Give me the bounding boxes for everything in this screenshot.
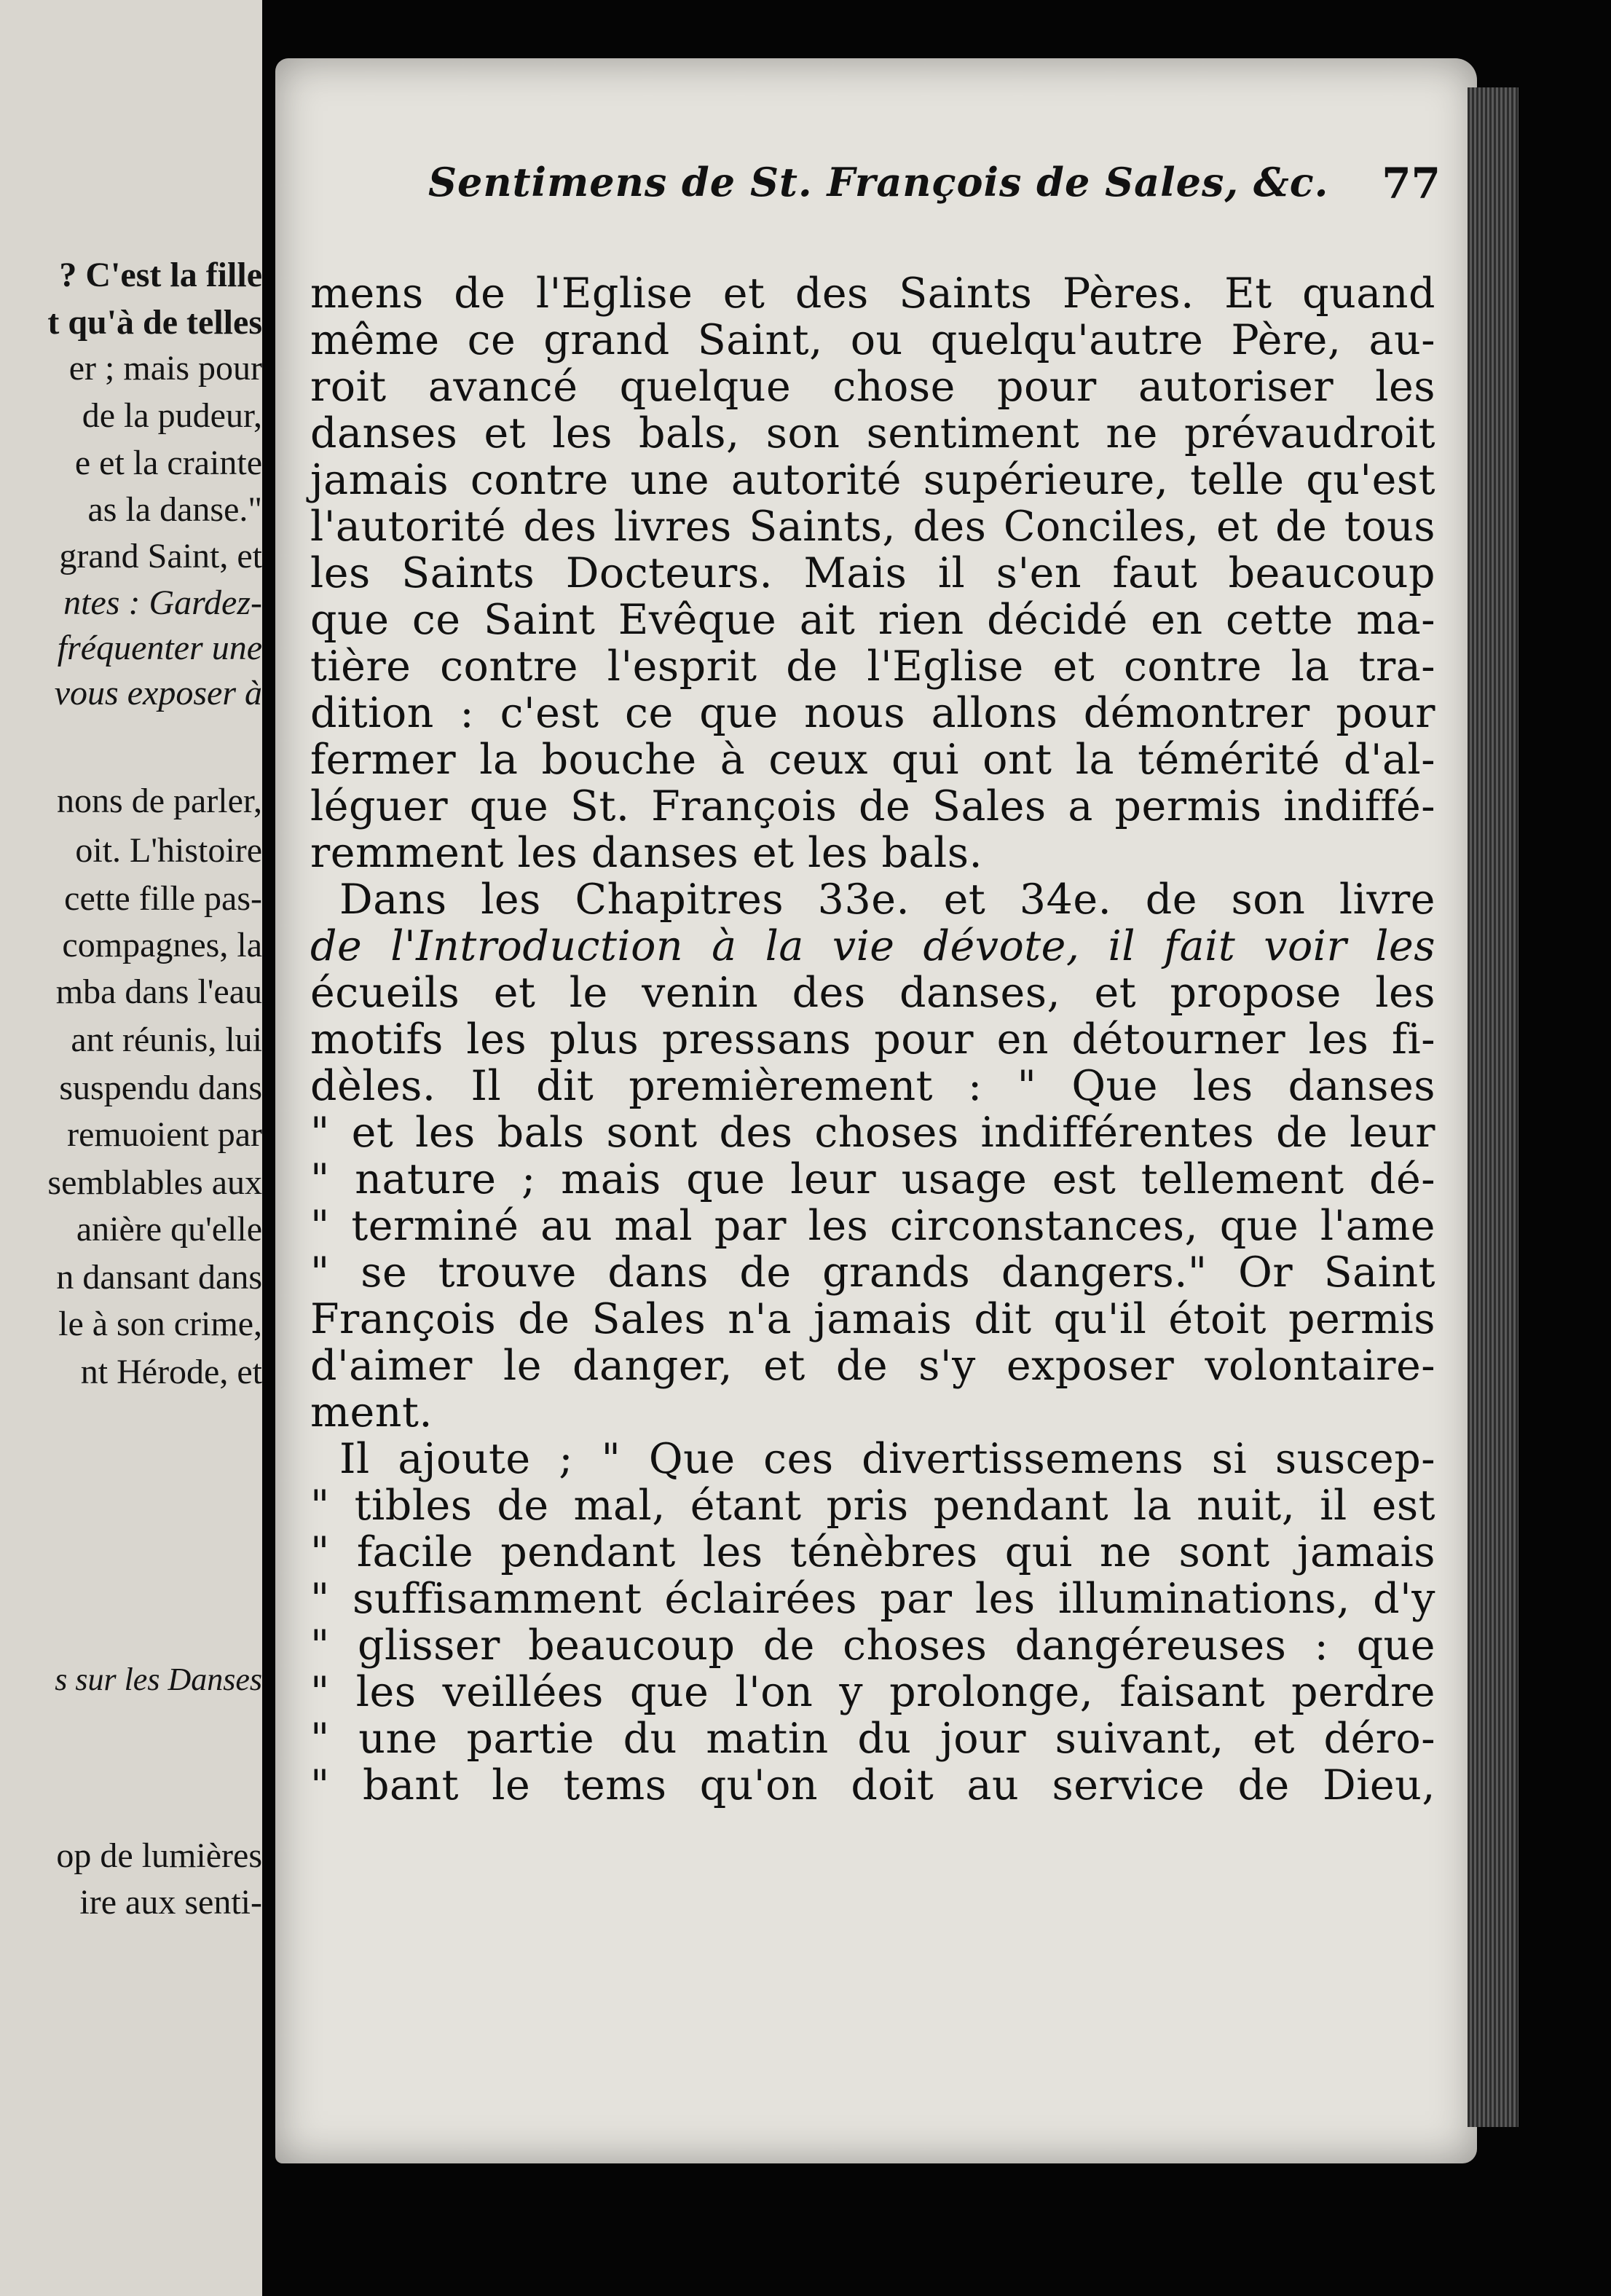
- left-line: ? C'est la fille: [59, 256, 262, 294]
- text-line: que ce Saint Evêque ait rien décidé en cette ma-: [310, 596, 1435, 644]
- page-number: 77: [1382, 159, 1441, 208]
- left-line: de la pudeur,: [82, 396, 262, 435]
- text-line: " nature ; mais que leur usage est tellement dé-: [310, 1155, 1435, 1203]
- left-line: mba dans l'eau: [55, 972, 262, 1011]
- text-line: " suffisamment éclairées par les illuminations, d'y: [310, 1575, 1435, 1623]
- text-line: écueils et le venin des danses, et propose les: [310, 969, 1435, 1017]
- left-line: nons de parler,: [57, 782, 262, 820]
- text-line: dition : c'est ce que nous allons démontrer pour: [310, 689, 1435, 737]
- left-line: nt Hérode, et: [80, 1353, 262, 1391]
- text-line: " facile pendant les ténèbres qui ne sont jamais: [310, 1528, 1435, 1576]
- left-line: er ; mais pour: [68, 349, 262, 388]
- left-line: ant réunis, lui: [71, 1021, 262, 1059]
- page-block-edge: [1468, 87, 1519, 2127]
- running-head-title: Sentimens de St. François de Sales, &c.: [428, 159, 1329, 205]
- left-line: cette fille pas-: [64, 879, 262, 918]
- text-line: les Saints Docteurs. Mais il s'en faut beaucoup: [310, 549, 1435, 597]
- text-line: " et les bals sont des choses indifférentes de leur: [310, 1109, 1435, 1157]
- left-line: op de lumières: [56, 1836, 262, 1875]
- text-line: " bant le tems qu'on doit au service de Dieu,: [310, 1761, 1435, 1809]
- text-line: même ce grand Saint, ou quelqu'autre Père, au-: [310, 316, 1435, 364]
- left-line: s sur les Danses: [55, 1662, 262, 1697]
- text-line: jamais contre une autorité supérieure, telle qu'est: [310, 456, 1435, 504]
- text-line: " les veillées que l'on y prolonge, faisant perdre: [310, 1668, 1435, 1716]
- text-line: " se trouve dans de grands dangers." Or Saint: [310, 1249, 1435, 1297]
- text-line: de l'Introduction à la vie dévote, il fait voir les: [310, 922, 1435, 970]
- left-line: compagnes, la: [62, 926, 262, 964]
- left-line: fréquenter une: [57, 629, 262, 667]
- text-line: léguer que St. François de Sales a permis indiffé-: [310, 782, 1435, 830]
- text-line: mens de l'Eglise et des Saints Pères. Et quand: [310, 270, 1435, 318]
- text-line: d'aimer le danger, et de s'y exposer volontaire-: [310, 1342, 1435, 1390]
- text-line: roit avancé quelque chose pour autoriser les: [310, 363, 1435, 411]
- text-line: " glisser beaucoup de choses dangéreuses : que: [310, 1621, 1435, 1670]
- text-line: tière contre l'esprit de l'Eglise et contre la tra-: [310, 642, 1435, 691]
- left-line: vous exposer à: [54, 674, 262, 712]
- left-line: n dansant dans: [56, 1258, 262, 1297]
- text-line: " tibles de mal, étant pris pendant la nuit, il est: [310, 1482, 1435, 1530]
- text-line: " terminé au mal par les circonstances, que l'ame: [310, 1202, 1435, 1250]
- left-line: e et la crainte: [74, 444, 262, 482]
- text-line: " une partie du matin du jour suivant, et déro-: [310, 1715, 1435, 1763]
- left-line: ire aux senti-: [79, 1883, 262, 1922]
- text-line: Il ajoute ; " Que ces divertissemens si suscep-: [339, 1435, 1435, 1483]
- left-line: as la danse.": [87, 490, 262, 529]
- left-line: ntes : Gardez-: [63, 583, 262, 622]
- text-line: motifs les plus pressans pour en détourner les fi-: [310, 1015, 1435, 1064]
- running-head: [428, 159, 1441, 217]
- text-line: l'autorité des livres Saints, des Conciles, et de tous: [310, 503, 1435, 551]
- text-line: fermer la bouche à ceux qui ont la témérité d'al-: [310, 736, 1435, 784]
- text-line: danses et les bals, son sentiment ne prévaudroit: [310, 409, 1435, 457]
- left-line: oit. L'histoire: [75, 831, 262, 870]
- text-line: Dans les Chapitres 33e. et 34e. de son livre: [339, 876, 1435, 924]
- left-line: t qu'à de telles: [47, 303, 262, 342]
- left-line: semblables aux: [47, 1163, 262, 1202]
- left-line: grand Saint, et: [59, 537, 262, 575]
- left-line: suspendu dans: [59, 1069, 262, 1107]
- left-line: anière qu'elle: [76, 1210, 262, 1249]
- text-line: François de Sales n'a jamais dit qu'il étoit permis: [310, 1295, 1435, 1343]
- left-page-fragment: [0, 0, 262, 2296]
- text-line: remment les danses et les bals.: [310, 829, 983, 877]
- left-line: le à son crime,: [58, 1305, 262, 1343]
- right-page: [275, 58, 1477, 2163]
- text-line: dèles. Il dit premièrement : " Que les danses: [310, 1062, 1435, 1110]
- text-line: ment.: [310, 1388, 433, 1436]
- left-line: remuoient par: [67, 1115, 262, 1154]
